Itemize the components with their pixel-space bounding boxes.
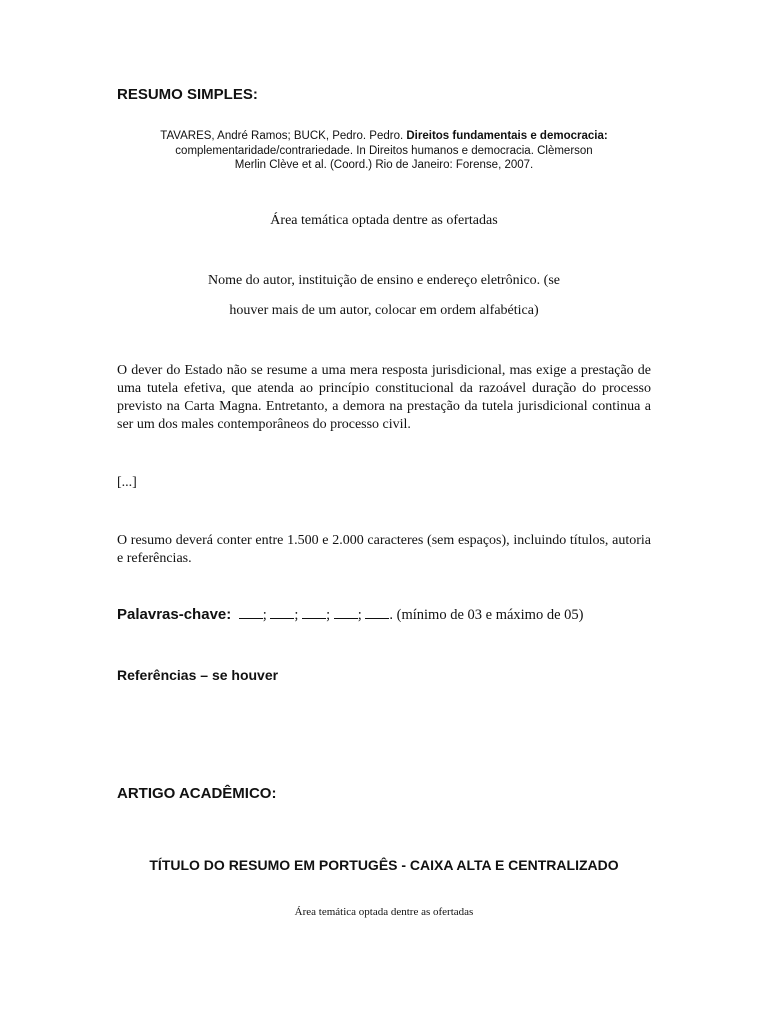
citation xyxy=(160,129,608,173)
section-heading-artigo-academico: ARTIGO ACADÊMICO: xyxy=(117,785,277,802)
references-heading: Referências – se houver xyxy=(117,667,279,683)
body-paragraph: O dever do Estado não se resume a uma mera resposta jurisdicional, mas exige a prestação de uma tutela efetiva, que atenda ao princípio constitucional da razoável duração do processo previsto na Carta Magna. Entretanto, a demora na prestação da tutela jurisdicional continua a ser um dos males contemporâneos do processo civil. xyxy=(117,363,651,432)
thematic-area: Área temática optada dentre as ofertadas xyxy=(270,213,498,228)
section-heading-resumo-simples: RESUMO SIMPLES: xyxy=(117,86,258,103)
keywords-line xyxy=(117,606,583,624)
keywords-blanks: ; ; ; ; . (mínimo de 03 e máximo de 05) xyxy=(239,607,584,623)
keyword-blank xyxy=(302,608,326,619)
keyword-blank xyxy=(334,608,358,619)
keywords-label: Palavras-chave: xyxy=(117,606,232,623)
keyword-blank xyxy=(365,608,389,619)
citation-authors: TAVARES, André Ramos; BUCK, Pedro. Pedro. xyxy=(160,130,407,142)
ellipsis: [...] xyxy=(117,475,137,490)
keyword-blank xyxy=(270,608,294,619)
citation-title: Direitos fundamentais e democracia: xyxy=(406,130,608,142)
thematic-area-2: Área temática optada dentre as ofertadas xyxy=(294,906,474,918)
author-info-line-2: houver mais de um autor, colocar em ordem alfabética) xyxy=(229,303,539,318)
instruction-paragraph: O resumo deverá conter entre 1.500 e 2.000 caracteres (sem espaços), incluindo títulos, autoria e referências. xyxy=(117,533,651,566)
abstract-title: TÍTULO DO RESUMO EM PORTUGÊS - CAIXA ALTA E CENTRALIZADO xyxy=(149,857,619,873)
citation-details: complementaridade/contrariedade. In Direitos humanos e democracia. Clèmerson Merlin Clève et al. (Coord.) Rio de Janeiro: Forense, 2007. xyxy=(175,144,593,171)
author-info-line-1: Nome do autor, instituição de ensino e endereço eletrônico. (se xyxy=(207,273,561,288)
keyword-blank xyxy=(239,608,263,619)
keywords-note: (mínimo de 03 e máximo de 05) xyxy=(393,607,584,623)
